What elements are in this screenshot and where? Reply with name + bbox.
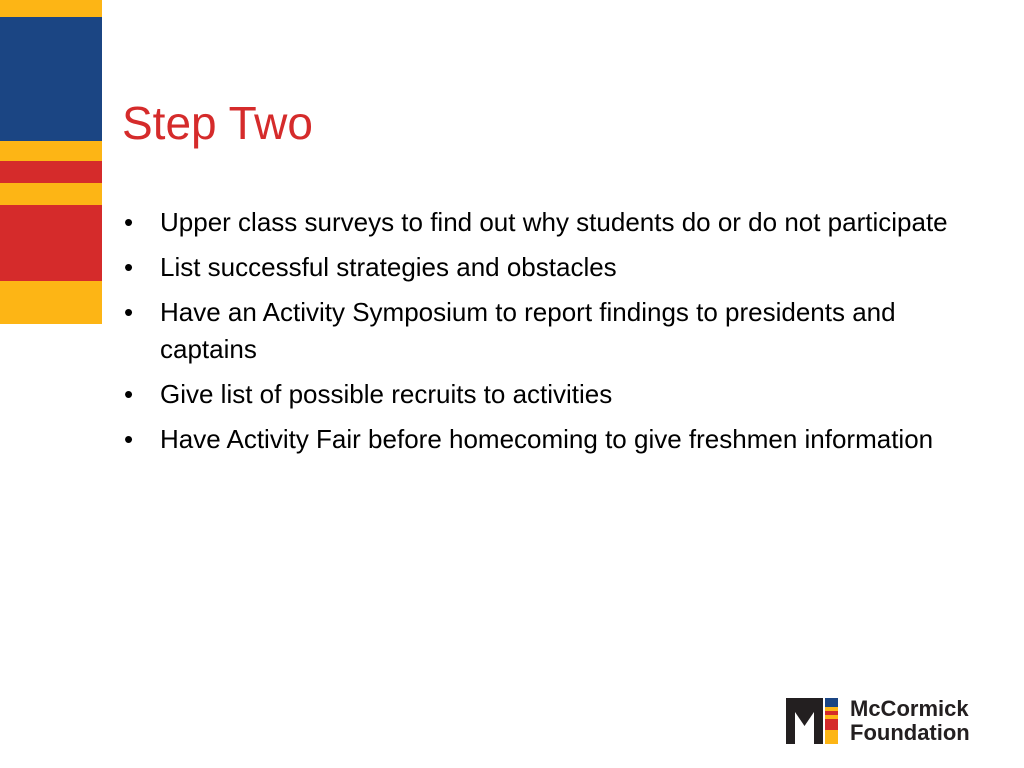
bullet-item: • List successful strategies and obstacles — [122, 249, 982, 286]
slide-title: Step Two — [122, 97, 313, 149]
stripe-red — [0, 205, 102, 281]
bullet-item: • Have an Activity Symposium to report findings to presidents and captains — [122, 294, 982, 368]
stripe-blue — [0, 17, 102, 141]
logo-mark-icon — [786, 698, 838, 744]
bullet-item: • Give list of possible recruits to activities — [122, 376, 982, 413]
logo-line-1: McCormick — [850, 696, 969, 721]
bullet-item: • Have Activity Fair before homecoming to give freshmen information — [122, 421, 982, 458]
logo-line-2: Foundation — [850, 720, 970, 745]
mccormick-foundation-logo — [786, 698, 996, 746]
bullet-list — [122, 204, 982, 466]
stripe-gold — [0, 183, 102, 205]
stripe-gold — [0, 141, 102, 161]
logo-wordmark — [850, 697, 970, 745]
stripe-gold — [0, 0, 102, 17]
stripe-gold — [0, 281, 102, 324]
stripe-red — [0, 161, 102, 183]
bullet-item: • Upper class surveys to find out why students do or do not participate — [122, 204, 982, 241]
